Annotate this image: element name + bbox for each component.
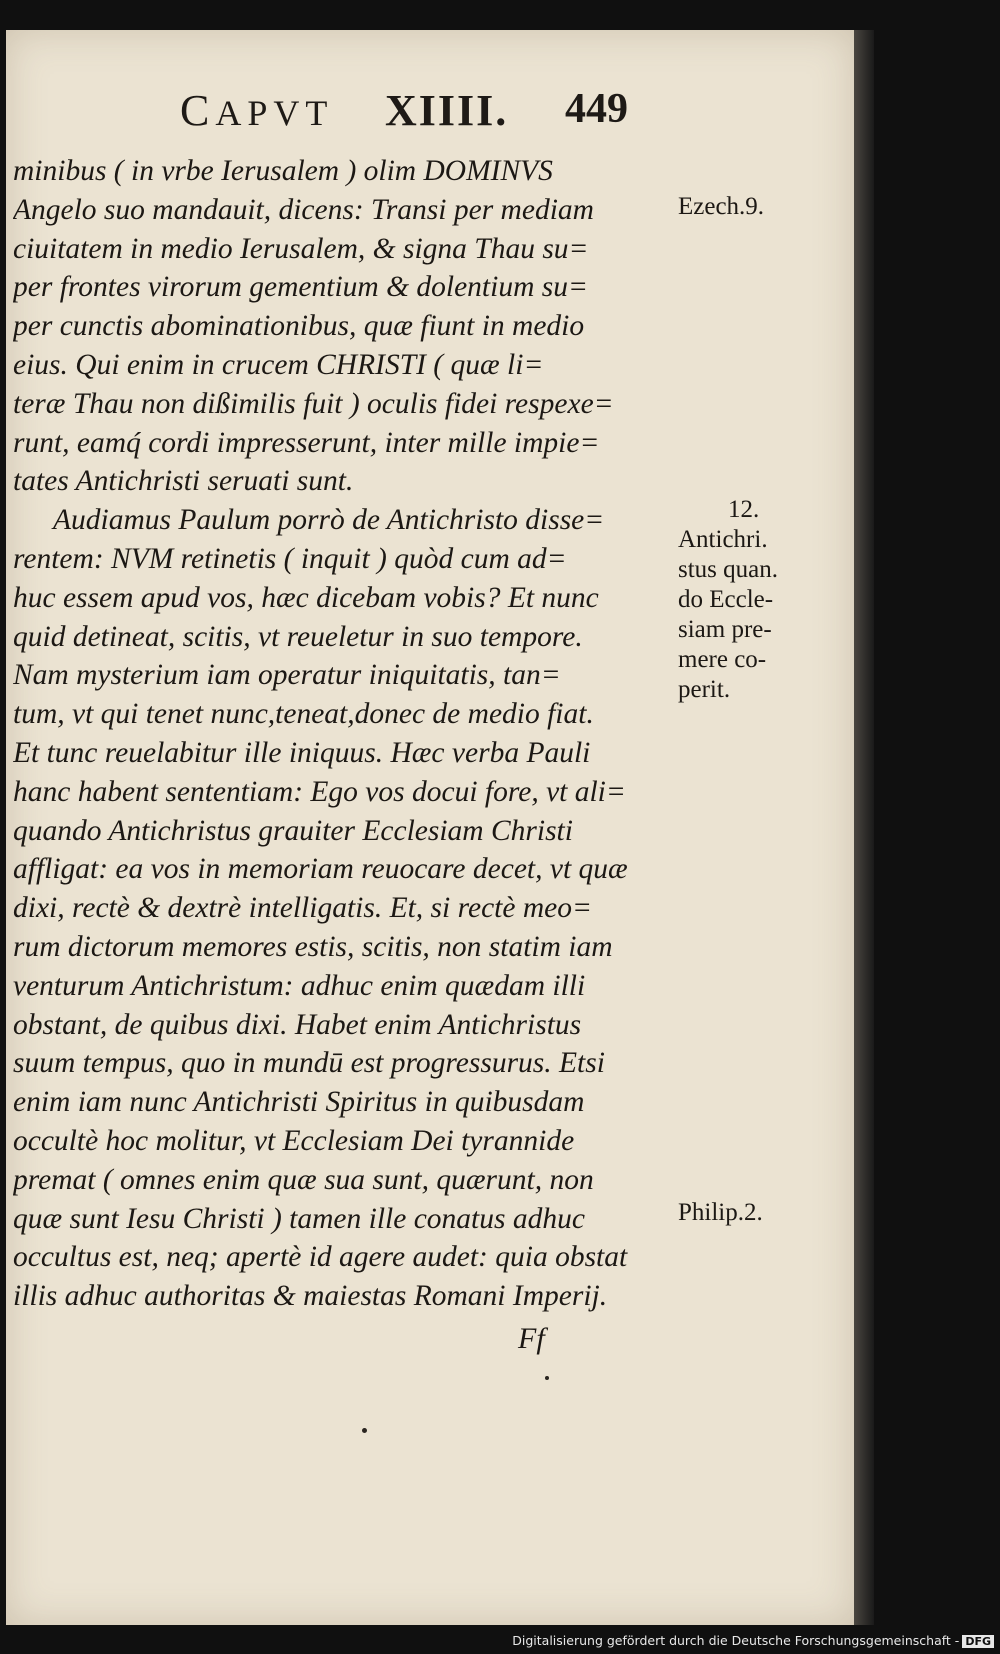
text-line: minibus ( in vrbe Ierusalem ) olim DOMINVS xyxy=(13,155,553,187)
text-line: Angelo suo mandauit, dicens: Transi per mediam xyxy=(13,193,594,226)
text-line: enim iam nunc Antichristi Spiritus in quibusdam xyxy=(13,1086,585,1119)
ink-speck xyxy=(545,1376,549,1380)
text-line: occultus est, neq; apertè id agere audet: quia obstat xyxy=(13,1241,628,1274)
text-line: dixi, rectè & dextrè intelligatis. Et, si rectè meo= xyxy=(13,892,592,925)
text-line: hanc habent sententiam: Ego vos docui fore, vt ali= xyxy=(13,775,626,808)
text-line: venturum Antichristum: adhuc enim quædam illi xyxy=(13,969,586,1002)
text-line: rum dictorum memores estis, scitis, non statim iam xyxy=(13,930,613,963)
text-line: obstant, de quibus dixi. Habet enim Antichristus xyxy=(13,1008,582,1041)
margin-note-antichrist: 12. Antichri. stus quan. do Eccle- siam pre- mere co- perit. xyxy=(678,496,778,703)
text-line: suum tempus, quo in mundū est progressurus. Etsi xyxy=(13,1047,605,1080)
chapter-number: XIIII. xyxy=(385,86,509,135)
text-line: per cunctis abominationibus, quæ fiunt in medio xyxy=(13,310,585,343)
dfg-logo: DFG xyxy=(962,1635,994,1648)
text-line: ciuitatem in medio Ierusalem, & signa Thau su= xyxy=(13,232,589,265)
page-number: 449 xyxy=(565,86,628,132)
text-line: premat ( omnes enim quæ sua sunt, quærunt, non xyxy=(13,1163,594,1196)
text-line: per frontes virorum gementium & dolentium su= xyxy=(13,271,588,304)
signature-mark: Ff xyxy=(518,1322,545,1355)
text-line: runt, eamq́ cordi impresserunt, inter mille impie= xyxy=(13,426,600,459)
margin-note-philip: Philip.2. xyxy=(678,1199,763,1226)
body-text xyxy=(13,152,673,1316)
margin-note-ezech: Ezech.9. xyxy=(678,193,765,220)
ink-speck xyxy=(362,1428,367,1433)
text-line: quid detineat, scitis, vt reueletur in suo tempore. xyxy=(13,620,583,653)
footer-credit: Digitalisierung gefördert durch die Deutsche Forschungsgemeinschaft - DFG xyxy=(512,1633,994,1648)
text-line: tum, vt qui tenet nunc,teneat,donec de medio fiat. xyxy=(13,698,594,731)
text-line: Nam mysterium iam operatur iniquitatis, tan= xyxy=(13,659,561,692)
text-line: affligat: ea vos in memoriam reuocare decet, vt quæ xyxy=(13,853,628,886)
footer-bar xyxy=(0,1630,1000,1654)
page-edge xyxy=(854,30,874,1625)
text-line: huc essem apud vos, hæc dicebam vobis? Et nunc xyxy=(13,581,599,614)
text-line: Et tunc reuelabitur ille iniquus. Hæc verba Pauli xyxy=(13,736,591,769)
running-header xyxy=(180,85,680,145)
text-line: tates Antichristi seruati sunt. xyxy=(13,465,354,498)
text-line: rentem: NVM retinetis ( inquit ) quòd cum ad= xyxy=(13,542,567,575)
text-line: quæ sunt Iesu Christi ) tamen ille conatus adhuc xyxy=(13,1202,585,1235)
text-line: teræ Thau non dißimilis fuit ) oculis fidei respexe= xyxy=(13,387,614,420)
text-line: eius. Qui enim in crucem CHRISTI ( quæ li= xyxy=(13,348,544,381)
text-line: quando Antichristus grauiter Ecclesiam Christi xyxy=(13,814,573,847)
text-line: Audiamus Paulum porrò de Antichristo disse= xyxy=(53,504,605,537)
caput-label: CAPVT xyxy=(180,86,334,135)
text-line: occultè hoc molitur, vt Ecclesiam Dei tyrannide xyxy=(13,1124,575,1157)
text-line: illis adhuc authoritas & maiestas Romani Imperij. xyxy=(13,1280,608,1313)
